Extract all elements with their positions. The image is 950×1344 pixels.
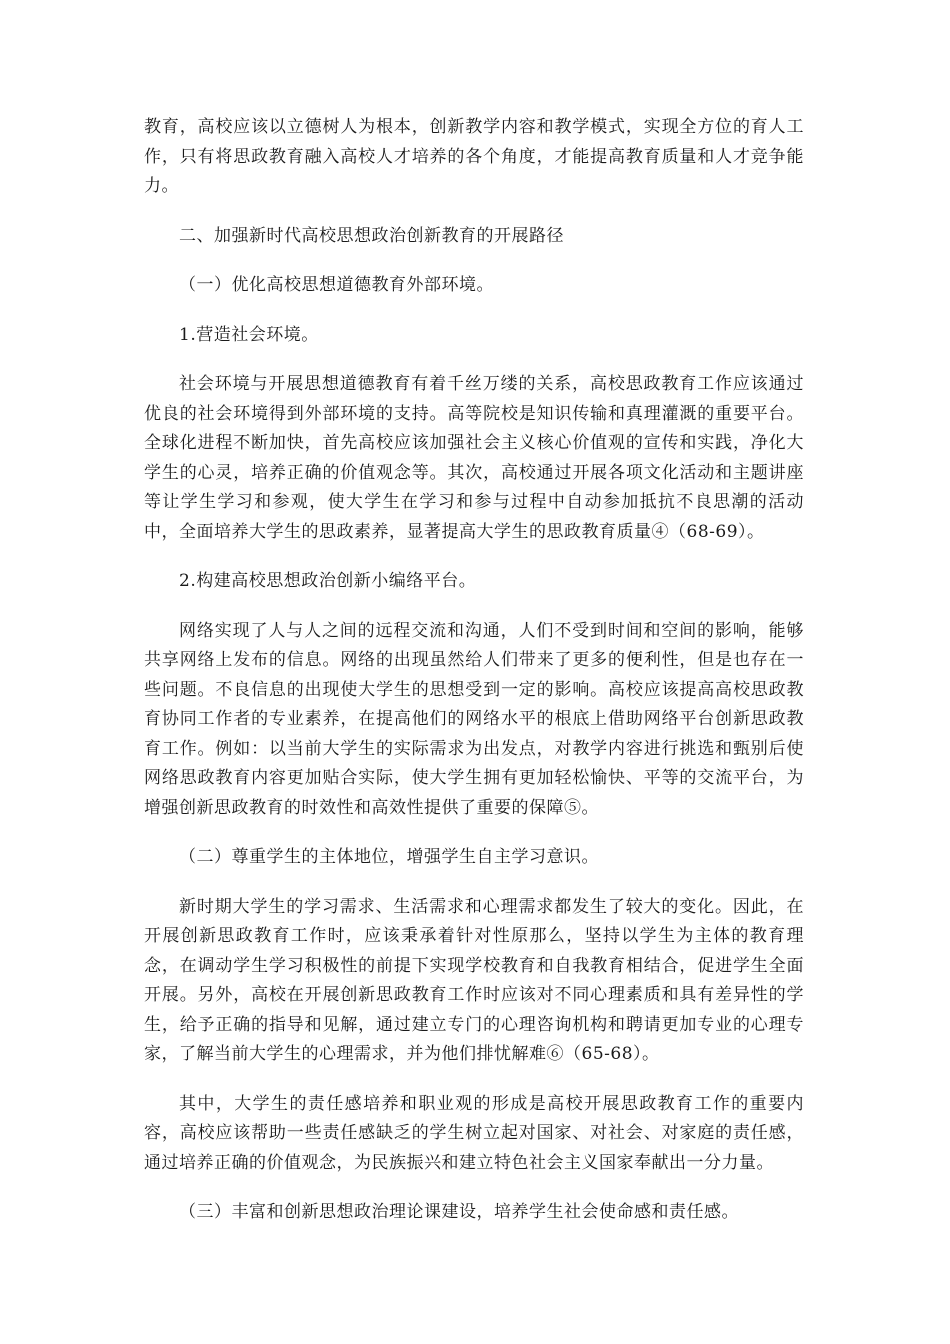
item-heading: 1.营造社会环境。 <box>179 324 319 345</box>
subsection-heading: （三）丰富和创新思想政治理论课建设，培养学生社会使命感和责任感。 <box>179 1202 739 1222</box>
body-paragraph: 其中，大学生的责任感培养和职业观的形成是高校开展思政教育工作的重要内容，高校应该帮助一些责任感缺乏的学生树立起对国家、对社会、对家庭的责任感，通过培养正确的价值观念，为民族振兴和建立特色社会主义国家奉献出一分力量。 <box>144 1093 804 1173</box>
subsection-heading: （一）优化高校思想道德教育外部环境。 <box>179 275 494 295</box>
body-paragraph: 新时期大学生的学习需求、生活需求和心理需求都发生了较大的变化。因此，在开展创新思政教育工作时，应该秉承着针对性原那么，坚持以学生为主体的教育理念，在调动学生学习积极性的前提下实现学校教育和自我教育相结合，促进学生全面开展。另外，高校在开展创新思政教育工作时应该对不同心理素质和具有差异性的学生，给予正确的指导和见解，通过建立专门的心理咨询机构和聘请更加专业的心理专家，了解当前大学生的心理需求，并为他们排忧解难⑥（65-68）。 <box>144 896 804 1064</box>
subsection-heading: （二）尊重学生的主体地位，增强学生自主学习意识。 <box>179 847 599 867</box>
body-paragraph: 社会环境与开展思想道德教育有着千丝万缕的关系，高校思政教育工作应该通过优良的社会环境得到外部环境的支持。高等院校是知识传输和真理灌溉的重要平台。全球化进程不断加快，首先高校应该加强社会主义核心价值观的宣传和实践，净化大学生的心灵，培养正确的价值观念等。其次，高校通过开展各项文化活动和主题讲座等让学生学习和参观，使大学生在学习和参与过程中自动参加抵抗不良思潮的活动中，全面培养大学生的思政素养，显著提高大学生的思政教育质量④（68-69）。 <box>144 374 804 542</box>
document-page <box>144 113 804 1228</box>
paragraph-continuation: 教育，高校应该以立德树人为根本，创新教学内容和教学模式，实现全方位的育人工作，只有将思政教育融入高校人才培养的各个角度，才能提高教育质量和人才竞争能力。 <box>144 117 804 196</box>
section-heading: 二、加强新时代高校思想政治创新教育的开展路径 <box>179 225 564 246</box>
item-heading: 2.构建高校思想政治创新小编络平台。 <box>179 571 477 591</box>
body-paragraph: 网络实现了人与人之间的远程交流和沟通，人们不受到时间和空间的影响，能够共享网络上发布的信息。网络的出现虽然给人们带来了更多的便利性，但是也存在一些问题。不良信息的出现使大学生的思想受到一定的影响。高校应该提高高校思政教育协同工作者的专业素养，在提高他们的网络水平的根底上借助网络平台创新思政教育工作。例如：以当前大学生的实际需求为出发点，对教学内容进行挑选和甄别后使网络思政教育内容更加贴合实际，使大学生拥有更加轻松愉快、平等的交流平台，为增强创新思政教育的时效性和高效性提供了重要的保障⑤。 <box>144 620 804 818</box>
